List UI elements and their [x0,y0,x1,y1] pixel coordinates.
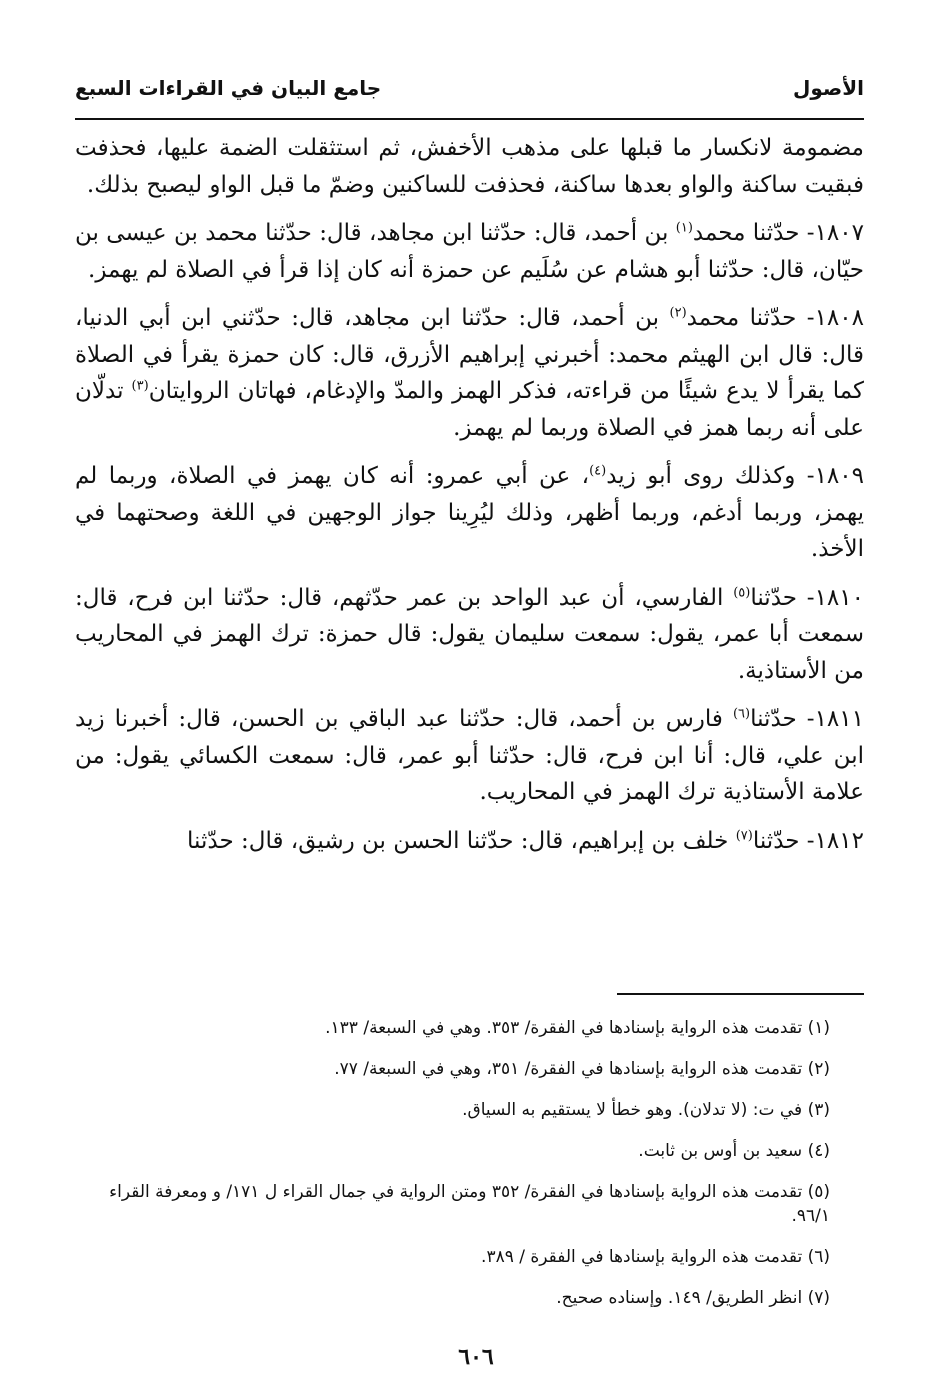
footnote-2: (٢) تقدمت هذه الرواية بإسنادها في الفقرة/ ٣٥١، وهي في السبعة/ ٧٧. [334,1059,830,1079]
footnote-4: (٤) سعيد بن أوس بن ثابت. [638,1141,830,1161]
paragraph-text: بن أحمد، قال: حدّثنا ابن مجاهد، قال: حدّثني ابن أبي الدنيا، قال: قال ابن الهيثم محمد: أخبرني إبراهيم الأزرق، قال: كان حمزة يقرأ في الصلاة كما يقرأ لا يدع شيئًا من قراءته، فذكر الهمز والمدّ والإدغام، فهاتان الروايتان [75,305,864,404]
paragraph-text: ١٨١١- حدّثنا [750,706,864,732]
footnote-3: (٣) في ت: (لا تدلان). وهو خطأ لا يستقيم به السياق. [462,1100,830,1120]
paragraph-text: تدلّان على أنه ربما همز في الصلاة وربما لم يهمز. [75,378,864,441]
book-title: جامع البيان في القراءات السبع [75,76,382,100]
footnote-1: (١) تقدمت هذه الرواية بإسنادها في الفقرة/ ٣٥٣. وهي في السبعة/ ١٣٣. [325,1018,830,1038]
paragraph-text: ١٨١٠- حدّثنا [750,584,864,611]
header-rule [75,118,864,120]
running-header [75,76,864,106]
paragraph-text: بن أحمد، قال: حدّثنا ابن مجاهد، قال: حدّثنا محمد بن عيسى بن حيّان، قال: حدّثنا أبو هشام عن سُلَيم عن حمزة أنه كان إذا قرأ في الصلاة لم يهمز. [75,220,864,283]
footnote-ref[interactable]: (٦) [732,706,751,722]
footnote-ref[interactable]: (٣) [131,378,149,394]
footnote-ref[interactable]: (٧) [735,827,753,843]
footnote-separator [617,993,864,995]
paragraph-text: ١٨٠٩- وكذلك روى أبو زيد [606,463,864,489]
paragraph-text: خلف بن إبراهيم، قال: حدّثنا الحسن بن رشيق، قال: حدّثنا [187,827,736,854]
paragraph-text: ١٨٠٨- حدّثنا محمد [686,305,864,331]
paragraph-text: ١٨٠٧- حدّثنا محمد [692,220,864,246]
paragraph-1807 [75,215,864,288]
paragraph-1811 [75,701,864,811]
paragraph-text: فارس بن أحمد، قال: حدّثنا عبد الباقي بن الحسن، قال: أخبرنا زيد ابن علي، قال: أنا ابن فرح، قال: حدّثنا أبو عمر، قال: سمعت الكسائي يقول: من علامة الأستاذية ترك الهمز في المحاريب. [75,706,864,805]
footnote-ref[interactable]: (٥) [733,584,751,600]
page-number: ٦٠٦ [458,1344,494,1370]
paragraph-1808 [75,300,864,446]
section-title: الأصول [793,76,864,100]
paragraph-1812 [75,823,864,860]
paragraph-text: ١٨١٢- حدّثنا [752,827,864,854]
paragraph-1809 [75,458,864,568]
footnote-ref[interactable]: (٢) [669,305,687,321]
footnotes [75,1016,830,1327]
paragraph-text: الفارسي، أن عبد الواحد بن عمر حدّثهم، قال: حدّثنا ابن فرح، قال: سمعت أبا عمر، يقول: سمعت سليمان يقول: قال حمزة: ترك الهمز في المحاريب من الأستاذية. [75,584,864,684]
paragraph-text: ، عن أبي عمرو: أنه كان يهمز في الصلاة، وربما لم يهمز، وربما أدغم، وربما أظهر، وذلك ليُرِينا جواز الوجهين في اللغة وصحتهما في الأخذ. [75,463,864,562]
footnote-ref[interactable]: (٤) [589,463,607,479]
footnote-7: (٧) انظر الطريق/ ١٤٩. وإسناده صحيح. [556,1288,830,1308]
intro-paragraph: مضمومة لانكسار ما قبلها على مذهب الأخفش، ثم استثقلت الضمة عليها، فحذفت فبقيت ساكنة والواو بعدها ساكنة، فحذفت للساكنين وضمّ ما قبل الواو ليصبح بذلك. [75,135,864,198]
footnote-6: (٦) تقدمت هذه الرواية بإسنادها في الفقرة / ٣٨٩. [481,1247,830,1267]
main-text [75,130,864,871]
footnote-ref[interactable]: (١) [675,220,693,236]
footnote-5: (٥) تقدمت هذه الرواية بإسنادها في الفقرة/ ٣٥٢ ومتن الرواية في جمال القراء ل ١٧١/ و ومعرفة القراء ٩٦/١. [109,1182,830,1226]
paragraph-1810 [75,580,864,690]
